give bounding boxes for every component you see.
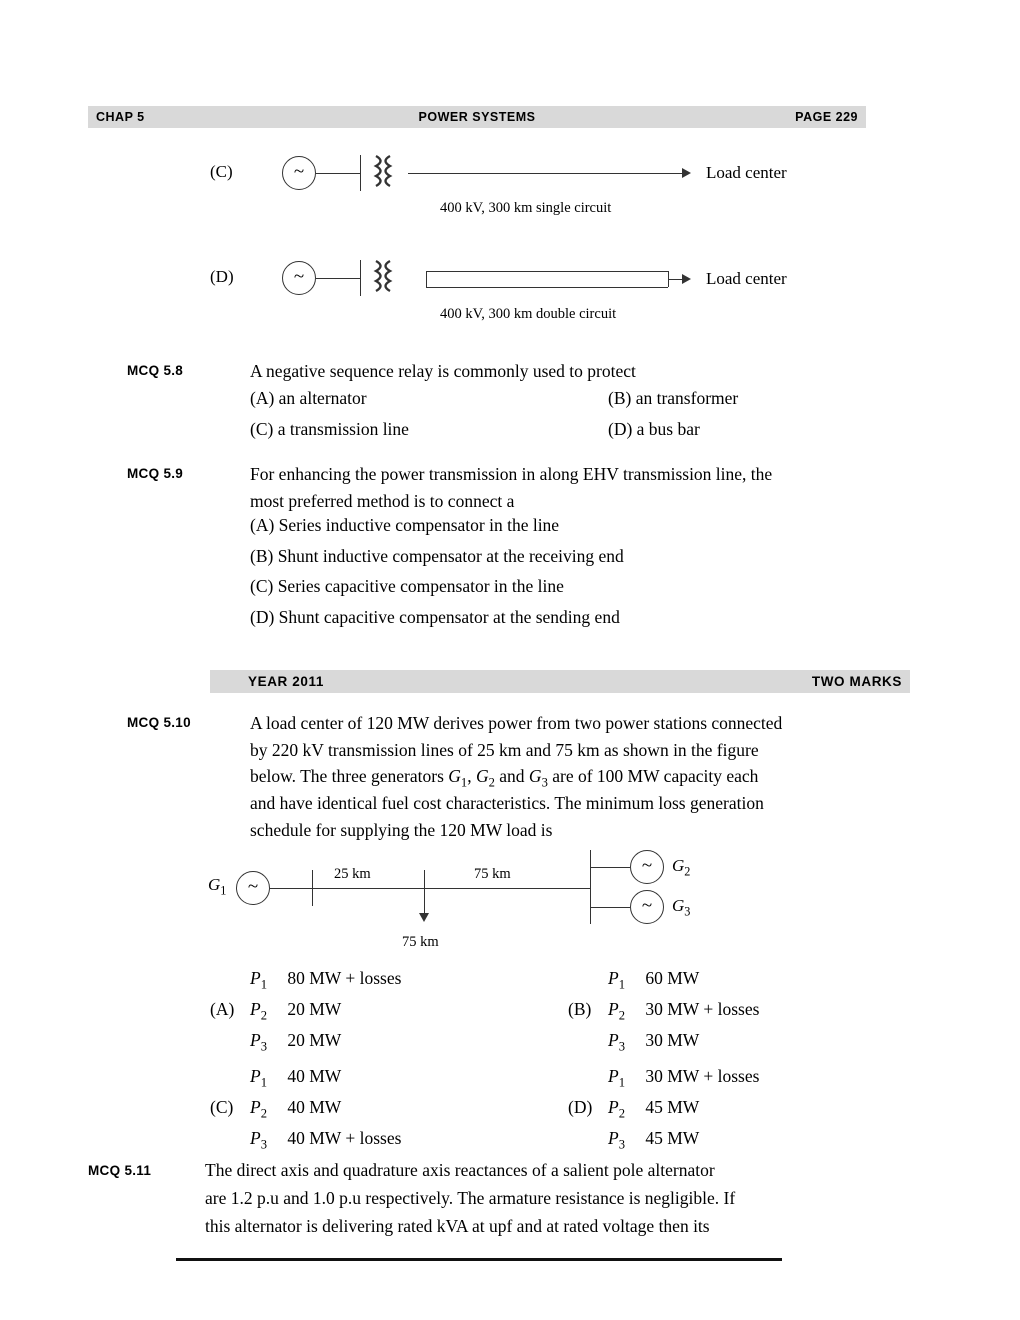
gen-g2-sub: 2	[488, 775, 495, 790]
answer-b-var-1: P	[608, 968, 619, 988]
mcq-5-9-option-b: (B) Shunt inductive compensator at the receiving end	[250, 546, 624, 566]
answer-c-row-3	[250, 1128, 401, 1153]
answer-a-sub-1: 1	[260, 977, 267, 992]
load-center-label-c: Load center	[706, 163, 787, 182]
transmission-line-d-lower	[426, 287, 668, 288]
page-header	[88, 106, 866, 128]
mcq-5-9-option-a: (A) Series inductive compensator in the line	[250, 515, 560, 535]
answer-a-var-3: P	[250, 1030, 261, 1050]
network-generator-3	[630, 890, 664, 924]
mcq-5-8-option-b: (B) an transformer	[608, 388, 739, 408]
mcq-5-10-id: MCQ 5.10	[127, 715, 191, 730]
gen-g1-italic: G	[448, 766, 461, 786]
year-marks-band	[210, 670, 910, 693]
header-page-number: PAGE 229	[795, 110, 858, 124]
answer-c-sub-2: 2	[260, 1106, 267, 1121]
network-g1-label	[208, 875, 226, 898]
answer-d-sub-1: 1	[618, 1075, 625, 1090]
mcq-5-8-stem: A negative sequence relay is commonly used to protect	[250, 361, 636, 381]
answer-c-sub-3: 3	[260, 1137, 267, 1152]
network-dist-left: 25 km	[334, 866, 371, 882]
answer-a-var-1: P	[250, 968, 261, 988]
network-bus-right	[590, 850, 591, 924]
network-load-arrow	[419, 913, 429, 922]
network-dist-down: 75 km	[402, 934, 439, 950]
answer-a-value-1: 80 MW + losses	[287, 968, 402, 988]
caption-option-d: 400 kV, 300 km double circuit	[440, 306, 617, 322]
network-branch-down	[424, 888, 425, 916]
mcq-5-10-line3-a: below. The three generators	[250, 766, 449, 786]
bus-bar-c	[360, 155, 361, 191]
answer-b-row-2	[608, 999, 759, 1024]
arrow-to-load-c	[682, 168, 691, 178]
answer-c-value-3: 40 MW + losses	[287, 1128, 402, 1148]
line-to-load-d	[668, 279, 682, 280]
mcq-5-10-comma: ,	[467, 766, 476, 786]
mcq-5-10-line4: and have identical fuel cost characteristics. The minimum loss generation	[250, 793, 764, 813]
network-generator-1	[236, 871, 270, 905]
mcq-5-11-id: MCQ 5.11	[88, 1163, 152, 1178]
answer-b-value-3: 30 MW	[645, 1030, 700, 1050]
generator-symbol-d	[282, 261, 316, 295]
answer-a-row-2	[250, 999, 341, 1024]
generator-symbol-c	[282, 156, 316, 190]
answer-c-value-2: 40 MW	[287, 1097, 342, 1117]
bus-bar-d	[360, 260, 361, 296]
mcq-5-9-stem-line2: most preferred method is to connect a	[250, 491, 515, 511]
mcq-5-10-line1: A load center of 120 MW derives power from two power stations connected	[250, 713, 783, 733]
network-g1-sub: 1	[220, 883, 227, 898]
mcq-5-11-line1: The direct axis and quadrature axis reactances of a salient pole alternator	[205, 1160, 715, 1180]
mcq-5-9-option-d: (D) Shunt capacitive compensator at the sending end	[250, 607, 620, 627]
answer-d-value-3: 45 MW	[645, 1128, 700, 1148]
network-g2-letter: G	[672, 856, 685, 875]
answer-a-row-1	[250, 968, 401, 993]
answer-b-sub-1: 1	[618, 977, 625, 992]
answer-c-var-2: P	[250, 1097, 261, 1117]
answer-b-value-2: 30 MW + losses	[645, 999, 760, 1019]
answer-b-value-1: 60 MW	[645, 968, 700, 988]
bottom-rule	[176, 1258, 782, 1261]
network-tilde-3: ~	[641, 894, 653, 916]
answer-d-value-2: 45 MW	[645, 1097, 700, 1117]
network-line-to-g2	[590, 867, 630, 868]
transmission-line-d-upper	[426, 271, 668, 272]
load-center-label-d: Load center	[706, 269, 787, 288]
line-gen-to-bus-d	[316, 278, 360, 279]
answer-b-sub-3: 3	[618, 1039, 625, 1054]
answer-b-row-3	[608, 1030, 699, 1055]
answer-c-var-1: P	[250, 1066, 261, 1086]
network-g3-letter: G	[672, 896, 685, 915]
answer-b-var-3: P	[608, 1030, 619, 1050]
answer-a-sub-2: 2	[260, 1008, 267, 1023]
answer-a-sub-3: 3	[260, 1039, 267, 1054]
mcq-5-10-line5: schedule for supplying the 120 MW load is	[250, 820, 553, 840]
mcq-5-11-line3: this alternator is delivering rated kVA at upf and at rated voltage then its	[205, 1216, 710, 1236]
caption-option-c: 400 kV, 300 km single circuit	[440, 200, 612, 216]
year-label: YEAR 2011	[248, 674, 324, 689]
answer-d-sub-2: 2	[618, 1106, 625, 1121]
transformer-symbol-c	[368, 152, 402, 196]
double-circuit-left-tie	[426, 271, 427, 287]
mcq-5-10-line3-b: are of 100 MW capacity each	[547, 766, 759, 786]
answer-a-var-2: P	[250, 999, 261, 1019]
answer-c-letter: (C)	[210, 1097, 234, 1117]
answer-c-value-1: 40 MW	[287, 1066, 342, 1086]
mcq-5-9-stem-line1: For enhancing the power transmission in along EHV transmission line, the	[250, 464, 773, 484]
answer-b-sub-2: 2	[618, 1008, 625, 1023]
answer-d-sub-3: 3	[618, 1137, 625, 1152]
answer-d-var-1: P	[608, 1066, 619, 1086]
answer-c-row-2	[250, 1097, 341, 1122]
transmission-line-c	[408, 173, 682, 174]
mcq-5-10-and: and	[494, 766, 529, 786]
header-title: POWER SYSTEMS	[418, 110, 536, 124]
network-dist-right: 75 km	[474, 866, 511, 882]
answer-d-var-3: P	[608, 1128, 619, 1148]
transformer-symbol-d	[368, 257, 402, 301]
answer-c-row-1	[250, 1066, 341, 1091]
answer-d-row-2	[608, 1097, 699, 1122]
answer-a-value-3: 20 MW	[287, 1030, 342, 1050]
option-d-label: (D)	[210, 267, 234, 286]
answer-d-row-3	[608, 1128, 699, 1153]
answer-b-var-2: P	[608, 999, 619, 1019]
answer-c-sub-1: 1	[260, 1075, 267, 1090]
mcq-5-8-option-a: (A) an alternator	[250, 388, 367, 408]
gen-g3-italic: G	[528, 766, 542, 786]
network-main-line	[270, 888, 590, 889]
answer-d-value-1: 30 MW + losses	[645, 1066, 760, 1086]
network-bus-left	[312, 870, 313, 906]
answer-a-letter: (A)	[210, 999, 235, 1019]
mcq-5-9-option-c: (C) Series capacitive compensator in the line	[250, 576, 564, 596]
answer-d-row-1	[608, 1066, 759, 1091]
answer-a-value-2: 20 MW	[287, 999, 342, 1019]
arrow-to-load-d	[682, 274, 691, 284]
answer-d-letter: (D)	[568, 1097, 593, 1117]
network-g3-label	[672, 896, 690, 919]
answer-d-var-2: P	[608, 1097, 619, 1117]
network-g2-label	[672, 856, 690, 879]
gen-g2-italic: G	[475, 766, 489, 786]
gen-g1-sub: 1	[460, 775, 468, 790]
mcq-5-11-line2: are 1.2 p.u and 1.0 p.u respectively. The armature resistance is negligible. If	[205, 1188, 736, 1208]
gen-g3-sub: 3	[541, 775, 548, 790]
mcq-5-9-id: MCQ 5.9	[127, 466, 184, 481]
network-line-to-g3	[590, 907, 630, 908]
mcq-5-8-option-d: (D) a bus bar	[608, 419, 700, 439]
mcq-5-8-option-c: (C) a transmission line	[250, 419, 409, 439]
answer-b-letter: (B)	[568, 999, 592, 1019]
generator-tilde-c: ~	[293, 160, 305, 182]
marks-label: TWO MARKS	[811, 674, 902, 689]
option-c-label: (C)	[210, 162, 233, 181]
line-gen-to-bus-c	[316, 173, 360, 174]
answer-a-row-3	[250, 1030, 341, 1055]
mcq-5-10-line2: by 220 kV transmission lines of 25 km and 75 km as shown in the figure	[250, 740, 759, 760]
mcq-5-8-id: MCQ 5.8	[127, 363, 184, 378]
answer-b-row-1	[608, 968, 699, 993]
answer-c-var-3: P	[250, 1128, 261, 1148]
header-chapter: CHAP 5	[96, 110, 145, 124]
network-generator-2	[630, 850, 664, 884]
network-tilde-2: ~	[641, 854, 653, 876]
network-tilde-1: ~	[247, 875, 259, 897]
generator-tilde-d: ~	[293, 265, 305, 287]
network-g1-letter: G	[208, 875, 221, 894]
network-g2-sub: 2	[684, 864, 691, 879]
network-g3-sub: 3	[684, 904, 691, 919]
